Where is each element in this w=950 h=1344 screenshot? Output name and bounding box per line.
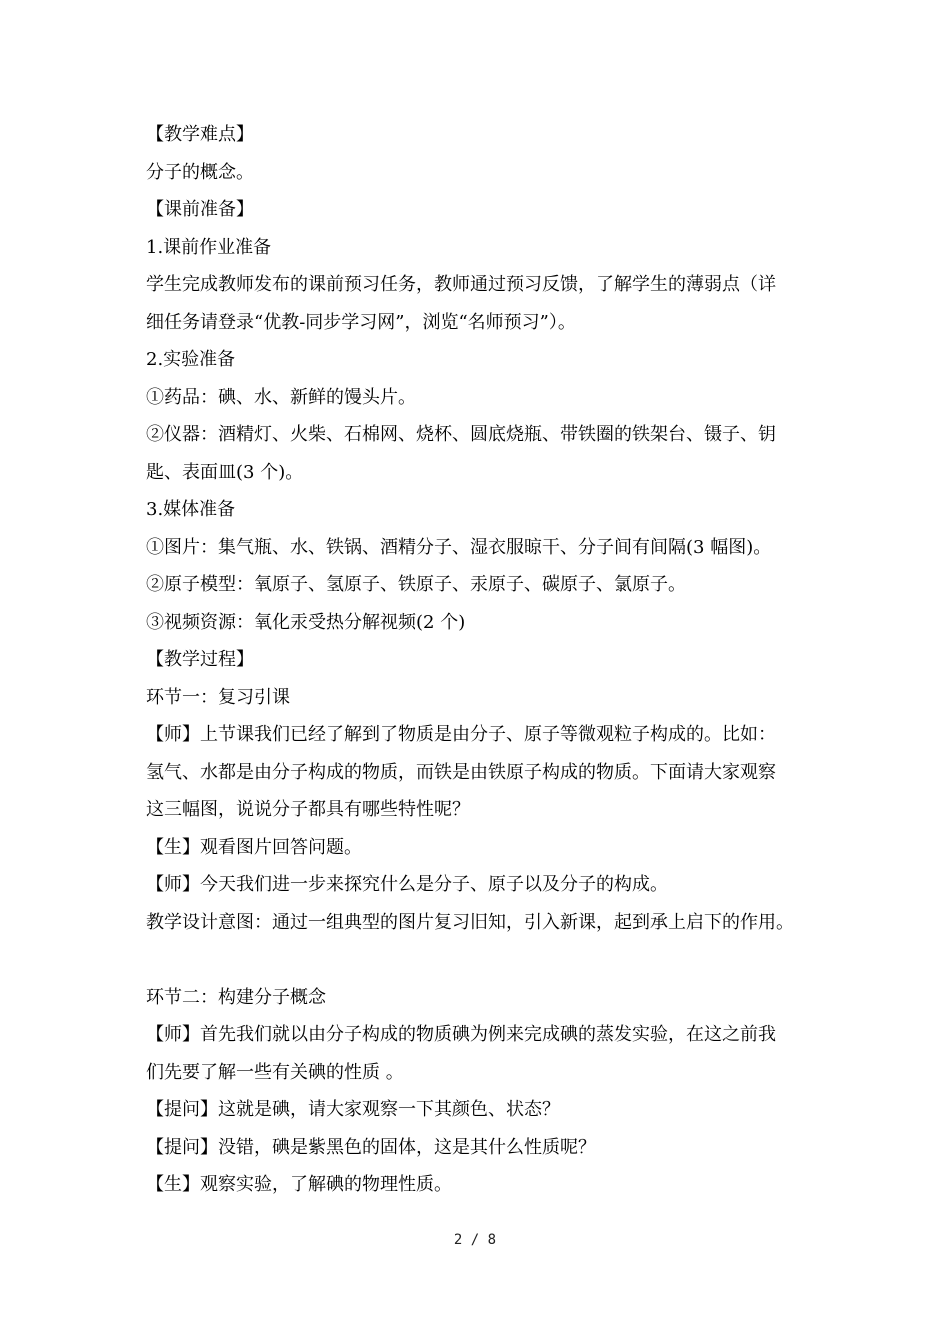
text-line: ②仪器：酒精灯、火柴、石棉网、烧杯、圆底烧瓶、带铁圈的铁架台、镊子、钥 <box>146 424 776 445</box>
text-line: 2.实验准备 <box>146 349 236 370</box>
text-line: ③视频资源：氧化汞受热分解视频(2 个) <box>146 611 466 633</box>
text-line: 3.媒体准备 <box>146 499 236 520</box>
text-line: 【生】观看图片回答问题。 <box>146 836 362 858</box>
text-line: 氢气、水都是由分子构成的物质，而铁是由铁原子构成的物质。下面请大家观察 <box>146 761 776 783</box>
text-line: 细任务请登录“优教-同步学习网”，浏览“名师预习”）。 <box>146 311 576 333</box>
text-line: 【提问】没错，碘是紫黑色的固体，这是其什么性质呢？ <box>146 1136 596 1158</box>
text-line: 这三幅图，说说分子都具有哪些特性呢？ <box>146 799 470 820</box>
text-line: 环节二：构建分子概念 <box>146 986 326 1008</box>
text-line: 【师】上节课我们已经了解到了物质是由分子、原子等微观粒子构成的。比如： <box>146 724 776 745</box>
text-line: ①药品：碘、水、新鲜的馒头片。 <box>146 386 416 408</box>
text-line: 【提问】这就是碘，请大家观察一下其颜色、状态？ <box>146 1099 560 1120</box>
text-line: 环节一：复习引课 <box>146 686 290 708</box>
text-line: ②原子模型：氧原子、氢原子、铁原子、汞原子、碳原子、氯原子。 <box>146 574 686 595</box>
page-number: 2 / 8 <box>453 1232 497 1248</box>
section-heading-preparation: 【课前准备】 <box>146 199 254 220</box>
text-line: 学生完成教师发布的课前预习任务，教师通过预习反馈，了解学生的薄弱点（详 <box>146 274 776 295</box>
text-line: 【师】首先我们就以由分子构成的物质碘为例来完成碘的蒸发实验，在这之前我 <box>146 1024 776 1045</box>
blank-line <box>146 941 810 979</box>
text-line: 匙、表面皿(3 个)。 <box>146 461 304 483</box>
text-line: 【生】观察实验，了解碘的物理性质。 <box>146 1174 452 1195</box>
section-heading-teaching-process: 【教学过程】 <box>146 649 254 670</box>
document-body <box>146 116 810 1204</box>
text-line: ①图片：集气瓶、水、铁锅、酒精分子、湿衣服晾干、分子间有间隔(3 幅图)。 <box>146 536 772 558</box>
text-line: 教学设计意图：通过一组典型的图片复习旧知，引入新课，起到承上启下的作用。 <box>146 911 794 933</box>
text-line: 们先要了解一些有关碘的性质 。 <box>146 1061 404 1083</box>
text-line: 1.课前作业准备 <box>146 236 272 258</box>
text-line: 【师】今天我们进一步来探究什么是分子、原子以及分子的构成。 <box>146 874 668 895</box>
section-heading-teaching-difficulty: 【教学难点】 <box>146 124 254 145</box>
text-line: 分子的概念。 <box>146 161 254 183</box>
